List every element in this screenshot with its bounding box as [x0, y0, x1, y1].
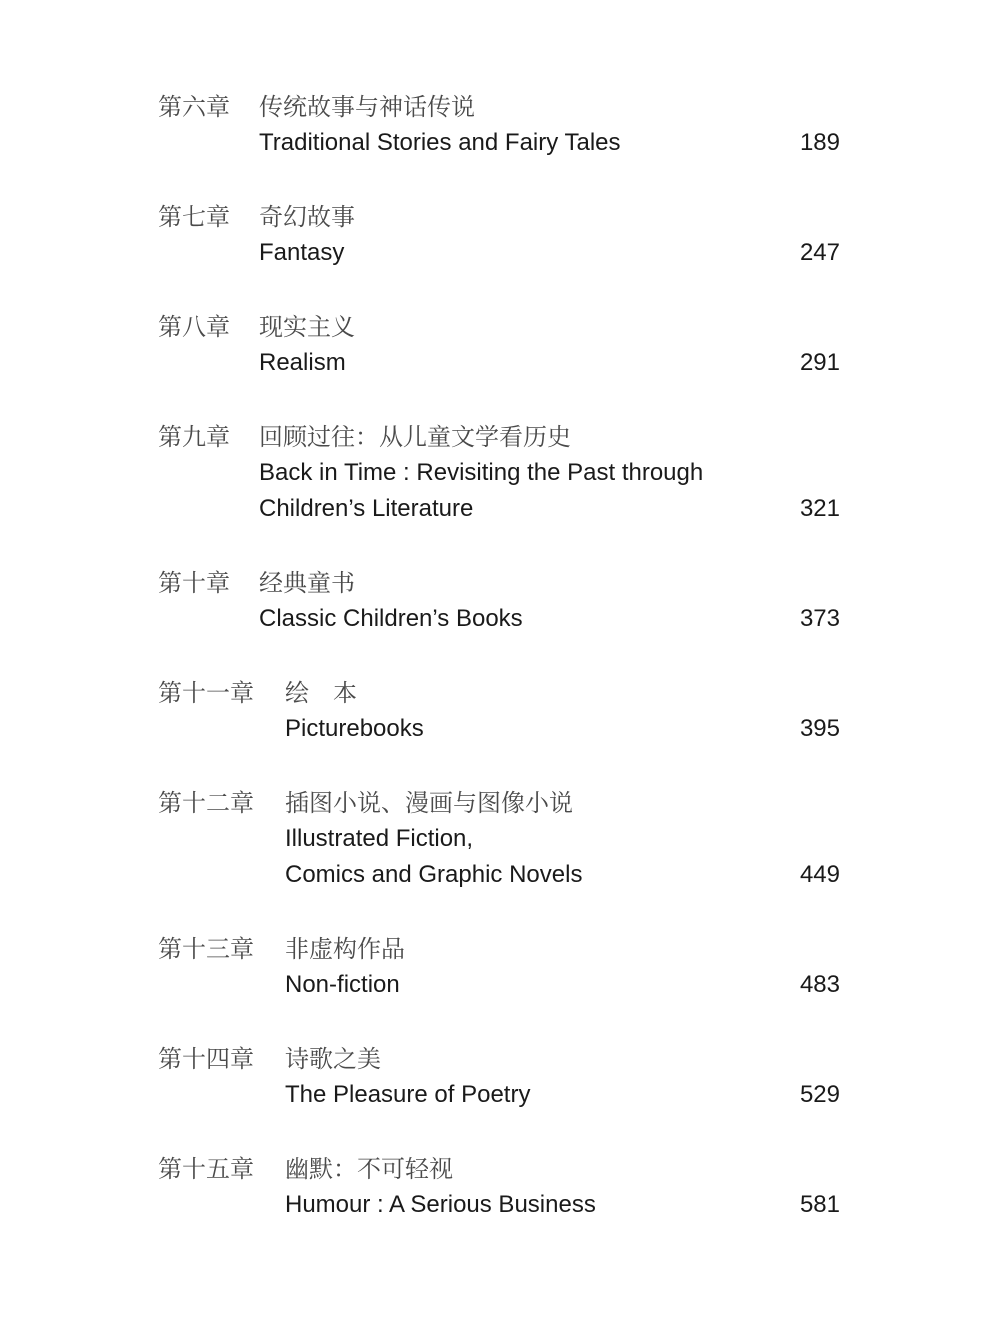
toc-entry	[0, 1151, 995, 1223]
chapter-title-english: Illustrated Fiction,	[285, 825, 474, 852]
toc-entry-english-row	[0, 455, 995, 491]
chapter-title-english: Traditional Stories and Fairy Tales	[259, 129, 621, 156]
toc-entry-heading-row	[0, 1151, 995, 1187]
toc-entry-heading-row	[0, 785, 995, 821]
toc-entry-english-row	[0, 601, 995, 637]
page-number: 291	[799, 349, 840, 376]
toc-entry-english-row	[0, 967, 995, 1003]
toc-entry-english-row	[0, 345, 995, 381]
chapter-title-english: Back in Time : Revisiting the Past through	[259, 459, 704, 486]
chapter-title-english: Children’s Literature	[259, 495, 474, 522]
toc-entry	[0, 89, 995, 161]
toc-entry	[0, 931, 995, 1003]
toc-entry-english-row	[0, 235, 995, 271]
toc-entry-heading-row	[0, 309, 995, 345]
chapter-title-english: Picturebooks	[285, 715, 424, 742]
chapter-title-english: Comics and Graphic Novels	[285, 861, 583, 888]
toc-entry-heading-row	[0, 565, 995, 601]
toc-entry	[0, 419, 995, 527]
chapter-title-chinese: 经典童书	[259, 569, 355, 597]
toc-entry	[0, 785, 995, 893]
toc-entry-heading-row	[0, 931, 995, 967]
chapter-title-english: Realism	[259, 349, 346, 376]
toc-entry-heading-row	[0, 199, 995, 235]
page-number: 395	[799, 715, 840, 742]
page-number: 321	[799, 495, 840, 522]
chapter-title-chinese: 回顾过往：从儿童文学看历史	[259, 423, 571, 451]
chapter-title-chinese: 绘 本	[285, 679, 357, 707]
toc-entry	[0, 565, 995, 637]
chapter-title-english: Non-fiction	[285, 971, 400, 998]
chapter-number: 第十一章	[158, 679, 254, 707]
chapter-title-chinese: 奇幻故事	[259, 203, 355, 231]
toc-entry-heading-row	[0, 419, 995, 455]
table-of-contents	[0, 89, 995, 1261]
chapter-number: 第八章	[158, 313, 230, 341]
toc-entry-heading-row	[0, 1041, 995, 1077]
toc-entry-english-row	[0, 1077, 995, 1113]
toc-entry	[0, 1041, 995, 1113]
toc-entry-english-row	[0, 821, 995, 857]
chapter-number: 第十五章	[158, 1155, 254, 1183]
chapter-title-chinese: 诗歌之美	[285, 1045, 381, 1073]
toc-entry-heading-row	[0, 675, 995, 711]
page-number: 529	[799, 1081, 840, 1108]
toc-entry	[0, 675, 995, 747]
chapter-title-english: Humour : A Serious Business	[285, 1191, 596, 1218]
page-number: 189	[799, 129, 840, 156]
chapter-number: 第十二章	[158, 789, 254, 817]
chapter-number: 第十章	[158, 569, 230, 597]
chapter-title-chinese: 幽默：不可轻视	[285, 1155, 453, 1183]
chapter-number: 第十三章	[158, 935, 254, 963]
toc-entry-heading-row	[0, 89, 995, 125]
toc-entry-english-row	[0, 491, 995, 527]
toc-entry-english-row	[0, 857, 995, 893]
chapter-number: 第六章	[158, 93, 230, 121]
chapter-title-english: Classic Children’s Books	[259, 605, 523, 632]
chapter-title-chinese: 现实主义	[259, 313, 355, 341]
toc-entry-english-row	[0, 1187, 995, 1223]
toc-entry	[0, 199, 995, 271]
chapter-number: 第九章	[158, 423, 230, 451]
chapter-number: 第十四章	[158, 1045, 254, 1073]
page-number: 373	[799, 605, 840, 632]
toc-entry	[0, 309, 995, 381]
page-number: 483	[799, 971, 840, 998]
chapter-title-chinese: 插图小说、漫画与图像小说	[285, 789, 573, 817]
page-number: 247	[799, 239, 840, 266]
toc-entry-english-row	[0, 711, 995, 747]
page-number: 581	[799, 1191, 840, 1218]
chapter-title-chinese: 非虚构作品	[285, 935, 405, 963]
chapter-title-english: The Pleasure of Poetry	[285, 1081, 531, 1108]
chapter-title-chinese: 传统故事与神话传说	[259, 93, 475, 121]
chapter-title-english: Fantasy	[259, 239, 345, 266]
toc-entry-english-row	[0, 125, 995, 161]
chapter-number: 第七章	[158, 203, 230, 231]
page-number: 449	[799, 861, 840, 888]
